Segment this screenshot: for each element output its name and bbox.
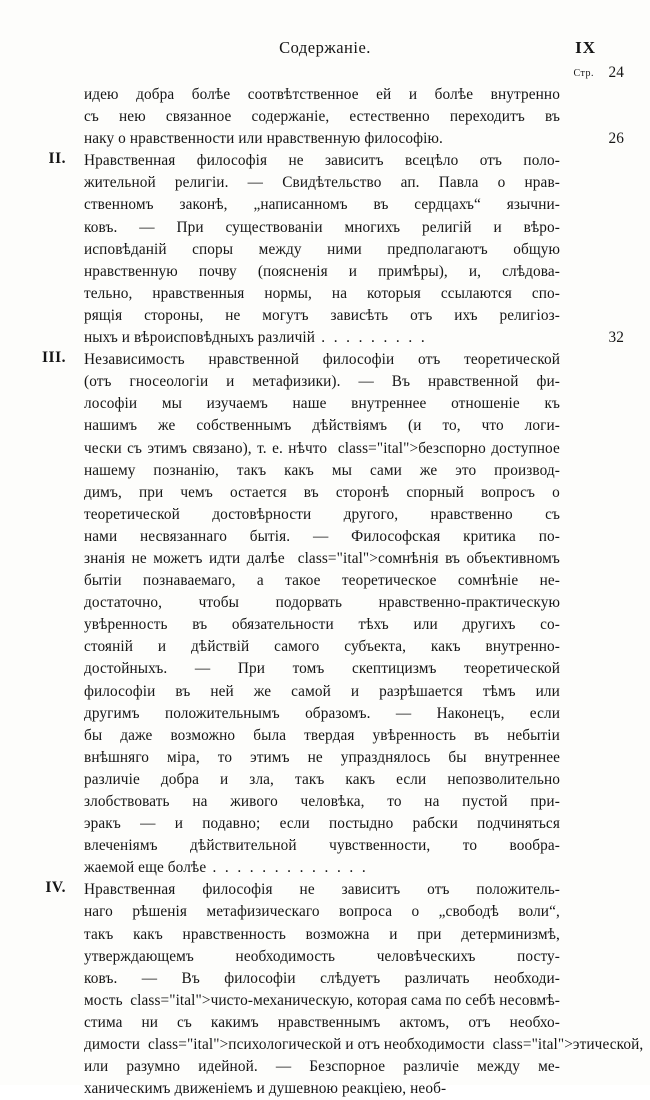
toc-line: нами несвязаннаго бытія. — Философская критика по- xyxy=(84,527,560,545)
toc-line: Независимость нравственной философіи отъ теоретической xyxy=(84,351,560,369)
toc-line: ковъ. — При существованіи многихъ религій и вѣро- xyxy=(84,218,560,236)
toc-line: нравственную почву (поясненія и примѣры), и, слѣдова- xyxy=(84,262,560,280)
toc-line: лософіи мы изучаемъ наше внутреннее отношеніе къ xyxy=(84,395,560,413)
toc-line: различіе добра и зла, такъ какъ если непозволительно xyxy=(84,770,560,788)
toc-line: теоретической достовѣрности другого, нравственно съ xyxy=(84,505,560,523)
toc-page-number: 24 xyxy=(608,63,624,81)
toc-line: (отъ гносеологіи и метафизики). — Въ нравственной фи- xyxy=(84,373,560,391)
toc-line: чески съ этимъ связано), т. е. нѣчто class="ital">безспорно доступное xyxy=(84,439,560,457)
toc-line: ныхъ и вѣроисповѣдныхъ различій . . . . . . . . . xyxy=(84,329,428,347)
toc-entry-text xyxy=(84,879,644,1100)
toc-line: исповѣданій споры между ними предполагаютъ общую xyxy=(84,240,560,258)
toc-line: тельно, нравственныя нормы, на которыя ссылаются спо- xyxy=(84,284,560,302)
toc-line: Нравственная философія не зависитъ отъ положитель- xyxy=(84,881,560,899)
toc-line: наго рѣшенія метафизическаго вопроса о „свободѣ воли“, xyxy=(84,903,560,921)
toc-line: димости class="ital">психологической и отъ необходимости class="ital">этической, xyxy=(84,1036,644,1054)
toc-line: стима ни съ какимъ нравственнымъ актомъ, отъ необхо- xyxy=(84,1013,560,1031)
toc-line: наку о нравственности или нравственную философію. xyxy=(84,130,446,148)
toc-entry-number: III. xyxy=(42,349,66,367)
toc-line: нашимъ же собственнымъ дѣйствіямъ (и то, что логи- xyxy=(84,417,560,435)
toc-line: увѣренность въ обязательности тѣхъ или другихъ со- xyxy=(84,616,560,634)
toc-line: философіи въ ней же самой и разрѣшается тѣмъ или xyxy=(84,682,560,700)
toc-line: рящія стороны, не могутъ зависѣть отъ ихъ религіоз- xyxy=(84,306,560,324)
toc-line: Нравственная философія не зависитъ всецѣло отъ поло- xyxy=(84,152,560,170)
toc-line: или разумно идейной. — Безспорное различіе между ме- xyxy=(84,1058,560,1076)
toc-page-number: 26 xyxy=(608,130,624,148)
page-header xyxy=(0,38,650,62)
toc-line: ковъ. — Въ философіи слѣдуетъ различать необходи- xyxy=(84,969,560,987)
toc-line: знанія не можетъ идти далѣе class="ital">сомнѣнія въ объективномъ xyxy=(84,549,560,567)
toc-line: мость class="ital">чисто-механическую, которая сама по себѣ несовмѣ- xyxy=(84,991,560,1009)
toc-line: съ нею связанное содержаніе, естественно переходитъ въ xyxy=(84,108,560,126)
toc-line: внѣшняго міра, то этимъ не упразднялось бы внутреннее xyxy=(84,748,560,766)
toc-line: эракъ — и подавно; если постыдно рабски подчиняться xyxy=(84,815,560,833)
header-title: Содержаніе. xyxy=(279,38,371,57)
column-header-pages: Стр. xyxy=(573,68,594,79)
toc-line: утверждающемъ необходимость человѣческихъ посту- xyxy=(84,947,560,965)
toc-line: жаемой еще болѣе . . . . . . . . . . . . . xyxy=(84,859,369,877)
toc-line: ханическимъ движеніемъ и душевною реакціею, необ- xyxy=(84,1080,447,1098)
leader-dots: . xyxy=(439,130,446,148)
toc-line: стояній и дѣйствій самого субъекта, какъ внутренно- xyxy=(84,638,560,656)
toc-entry xyxy=(24,879,644,1100)
toc-line: влеченіямъ дѣйствительной чувственности, то вообра- xyxy=(84,837,560,855)
leader-dots: . . . . . . . . . . . . . xyxy=(206,859,369,877)
toc-line: димъ, при чемъ остается въ сторонѣ спорный вопросъ о xyxy=(84,483,560,501)
toc-line: другимъ положительнымъ образомъ. — Наконецъ, если xyxy=(84,704,560,722)
leader-dots: . . . . . . . . . xyxy=(315,329,428,347)
toc-line: такъ какъ нравственность возможна и при детерминизмѣ, xyxy=(84,925,560,943)
toc-line: бы даже возможно была твердая увѣренность въ небытіи xyxy=(84,726,560,744)
toc-line: достойныхъ. — При томъ скептицизмъ теоретической xyxy=(84,660,560,678)
page-folio: IX xyxy=(575,38,596,57)
toc-line: нашему познанію, такъ какъ мы сами же это производ- xyxy=(84,461,560,479)
toc-line: идею добра болѣе соотвѣтственное ей и болѣе внутренно xyxy=(84,86,560,103)
toc-line: злобствовать на живого человѣка, то на пустой при- xyxy=(84,793,560,810)
toc-line: ственномъ законѣ, „написанномъ въ сердцахъ“ язычни- xyxy=(84,196,560,214)
toc-entry-number: IV. xyxy=(45,879,66,897)
toc-entry-number: II. xyxy=(48,150,66,168)
toc-line: достаточно, чтобы подорвать нравственно-практическую xyxy=(84,594,560,612)
toc-line: бытіи познаваемаго, а такое теоретическое сомнѣніе не- xyxy=(84,572,560,590)
toc-page-number: 32 xyxy=(608,329,624,347)
toc-line: жительной религіи. — Свидѣтельство ап. Павла о нрав- xyxy=(84,174,560,192)
